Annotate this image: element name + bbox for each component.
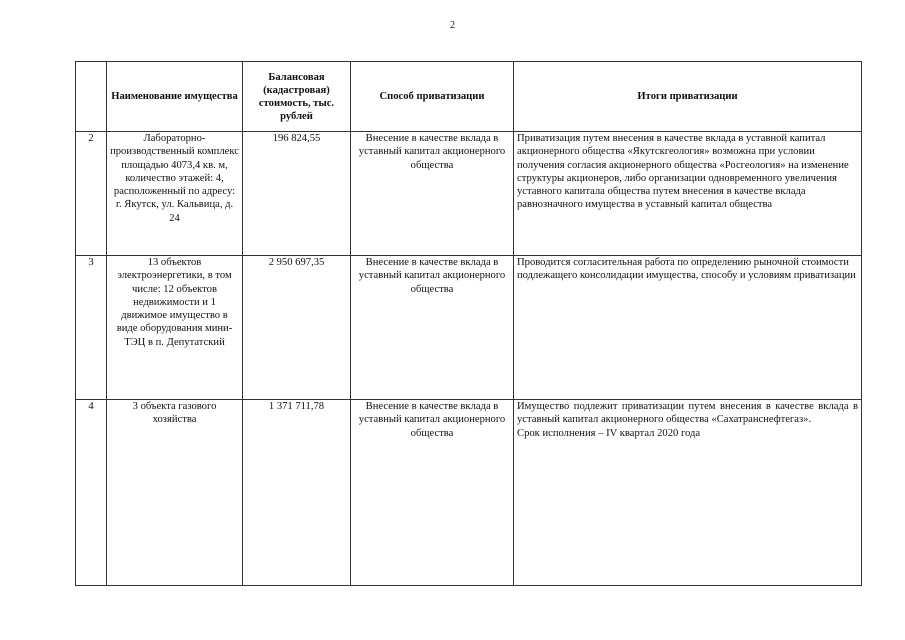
row-number: 3 xyxy=(76,256,107,400)
table-row xyxy=(76,256,862,400)
header-number xyxy=(76,62,107,132)
privatization-method: Внесение в качестве вклада в уставный капитал акционерного общества xyxy=(351,400,514,586)
table-row xyxy=(76,132,862,256)
header-privatization-method: Способ приватизации xyxy=(351,62,514,132)
property-name: 3 объекта газового хозяйства xyxy=(107,400,243,586)
table-row xyxy=(76,400,862,586)
header-book-value: Балансовая (кадастровая) стоимость, тыс. рублей xyxy=(243,62,351,132)
result-text: Приватизация путем внесения в качестве вклада в уставной капитал акционерного общества «Якутскгеология» возможна при условии получения согласия акционерного общества «Росгеология» на изменение структуры акционеров, либо организации одновременного увеличения уставного капитала общества путем внесения в качестве вклада равнозначного имущества в уставный капитал общества xyxy=(517,133,849,211)
header-privatization-results: Итоги приватизации xyxy=(514,62,862,132)
privatization-method: Внесение в качестве вклада в уставный капитал акционерного общества xyxy=(351,256,514,400)
privatization-table xyxy=(75,61,862,586)
property-name: 13 объектов электроэнергетики, в том числе: 12 объектов недвижимости и 1 движимое имущество в виде оборудования мини-ТЭЦ в п. Депутатский xyxy=(107,256,243,400)
book-value: 196 824,55 xyxy=(243,132,351,256)
table-header-row xyxy=(76,62,862,132)
privatization-method: Внесение в качестве вклада в уставный капитал акционерного общества xyxy=(351,132,514,256)
page-number: 2 xyxy=(450,20,455,31)
row-number: 4 xyxy=(76,400,107,586)
privatization-result xyxy=(514,256,862,400)
row-number: 2 xyxy=(76,132,107,256)
privatization-result xyxy=(514,400,862,586)
result-deadline: Срок исполнения – IV квартал 2020 года xyxy=(517,427,701,439)
book-value: 2 950 697,35 xyxy=(243,256,351,400)
header-property-name: Наименование имущества xyxy=(107,62,243,132)
book-value: 1 371 711,78 xyxy=(243,400,351,586)
privatization-result xyxy=(514,132,862,256)
property-name: Лабораторно-производственный комплекс площадью 4073,4 кв. м, количество этажей: 4, расположенный по адресу: г. Якутск, ул. Кальвица, д. 24 xyxy=(107,132,243,256)
result-text: Имущество подлежит приватизации путем внесения в качестве вклада в уставный капитал акционерного общества «Сахатранснефтегаз». xyxy=(517,401,858,426)
result-text: Проводится согласительная работа по определению рыночной стоимости подлежащего консолидации имущества, способу и условиям приватизации xyxy=(517,257,856,282)
